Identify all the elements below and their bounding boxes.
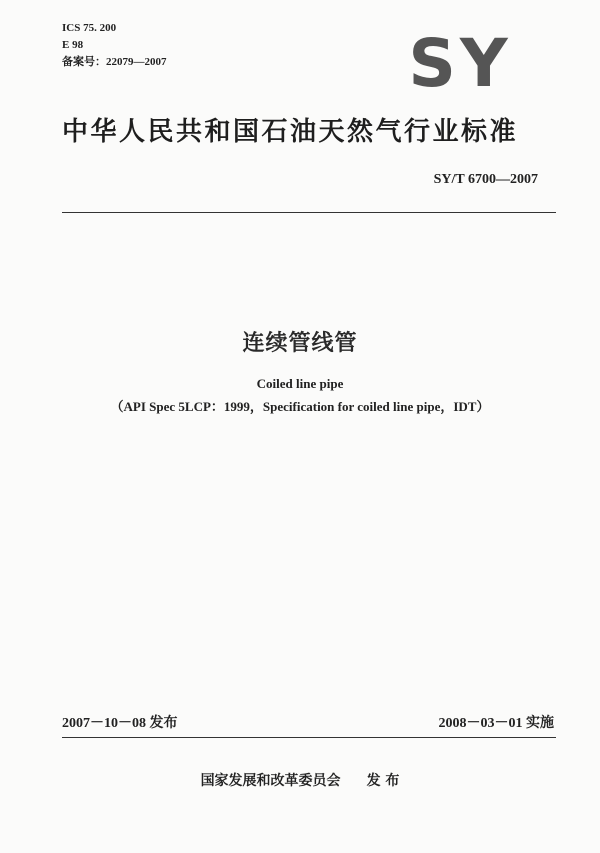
record-number: 备案号：22079—2007 bbox=[62, 56, 167, 68]
issuing-standard-category: 中华人民共和国石油天然气行业标准 bbox=[62, 117, 519, 147]
sy-logo-text: SY bbox=[408, 30, 512, 92]
standard-number: SY/T 6700—2007 bbox=[433, 172, 538, 187]
publisher-action: 发 布 bbox=[366, 773, 400, 789]
category-code: E 98 bbox=[62, 39, 84, 51]
footer-divider bbox=[62, 737, 556, 738]
publisher-name: 国家发展和改革委员会 bbox=[200, 773, 341, 789]
ics-code: ICS 75. 200 bbox=[62, 22, 117, 34]
issue-date: 2007－10－08 发布 bbox=[62, 716, 178, 731]
header-divider bbox=[62, 212, 556, 213]
title-english: Coiled line pipe bbox=[256, 376, 344, 391]
publisher-line bbox=[0, 770, 600, 790]
sy-logo bbox=[405, 30, 515, 92]
title-chinese: 连续管线管 bbox=[242, 331, 358, 356]
adoption-reference: （API Spec 5LCP：1999，Specification for coiled line pipe，IDT） bbox=[110, 399, 490, 414]
effective-date: 2008－03－01 实施 bbox=[438, 716, 554, 731]
classification-block bbox=[62, 20, 167, 71]
